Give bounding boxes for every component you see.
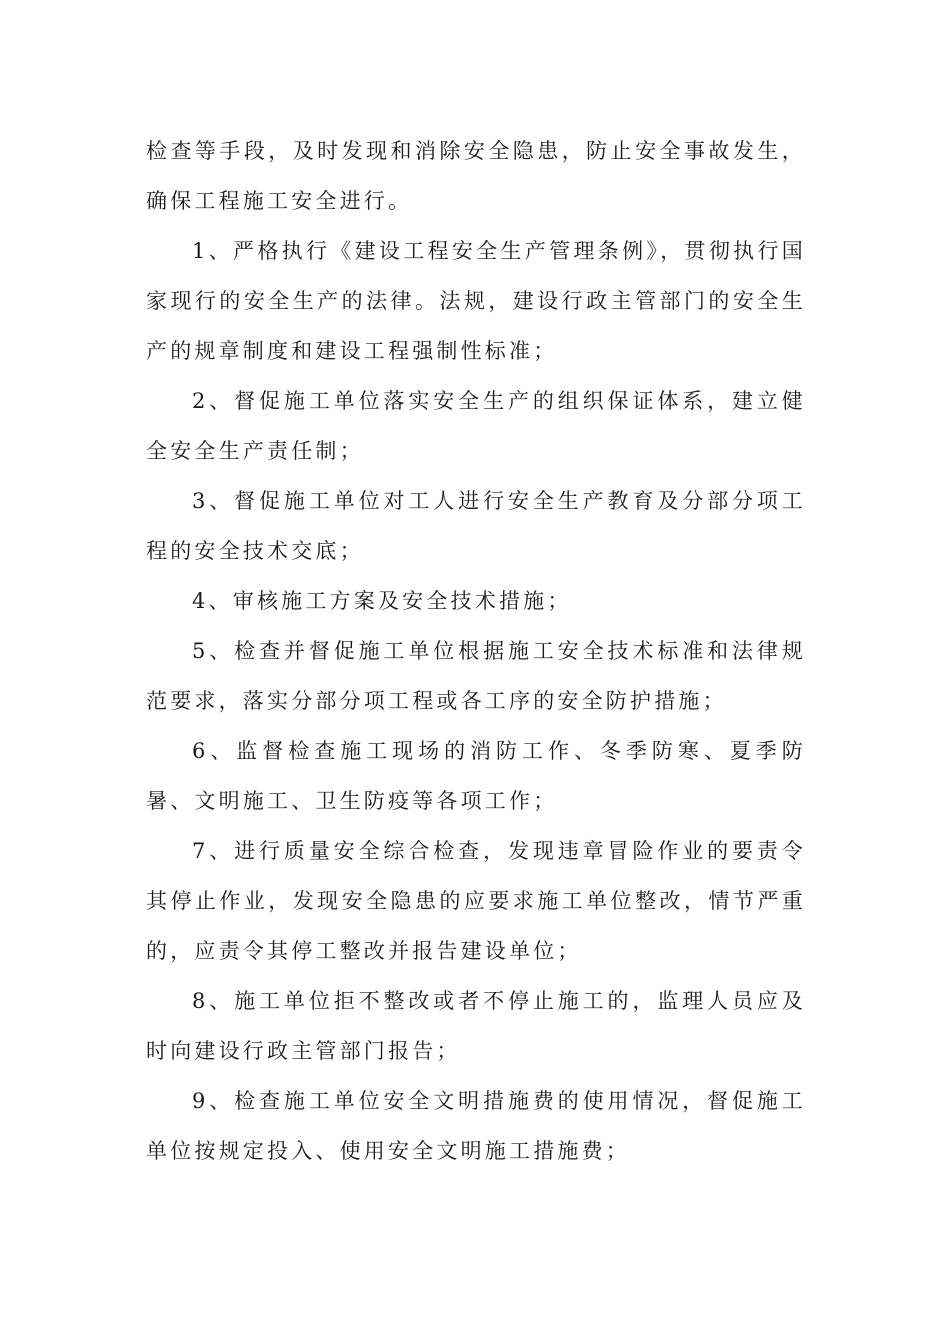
paragraph-item-3: 3、督促施工单位对工人进行安全生产教育及分部分项工程的安全技术交底； [146, 489, 806, 563]
paragraph-continuation: 检查等手段，及时发现和消除安全隐患，防止安全事故发生，确保工程施工安全进行。 [146, 139, 806, 213]
paragraph-item-4: 4、审核施工方案及安全技术措施； [192, 589, 572, 613]
paragraph-item-5: 5、检查并督促施工单位根据施工安全技术标准和法律规范要求，落实分部分项工程或各工序的安全防护措施； [146, 639, 806, 713]
document-page [146, 126, 806, 1176]
paragraph-item-8: 8、施工单位拒不整改或者不停止施工的，监理人员应及时向建设行政主管部门报告； [146, 989, 806, 1063]
paragraph-item-7: 7、进行质量安全综合检查，发现违章冒险作业的要责令其停止作业，发现安全隐患的应要求施工单位整改，情节严重的，应责令其停工整改并报告建设单位； [146, 839, 806, 963]
paragraph-item-1: 1、严格执行《建设工程安全生产管理条例》，贯彻执行国家现行的安全生产的法律。法规，建设行政主管部门的安全生产的规章制度和建设工程强制性标准； [146, 239, 806, 363]
paragraph-item-9: 9、检查施工单位安全文明措施费的使用情况，督促施工单位按规定投入、使用安全文明施工措施费； [146, 1089, 806, 1163]
paragraph-item-6: 6、监督检查施工现场的消防工作、冬季防寒、夏季防暑、文明施工、卫生防疫等各项工作； [146, 739, 806, 813]
paragraph-item-2: 2、督促施工单位落实安全生产的组织保证体系，建立健全安全生产责任制； [146, 389, 806, 463]
